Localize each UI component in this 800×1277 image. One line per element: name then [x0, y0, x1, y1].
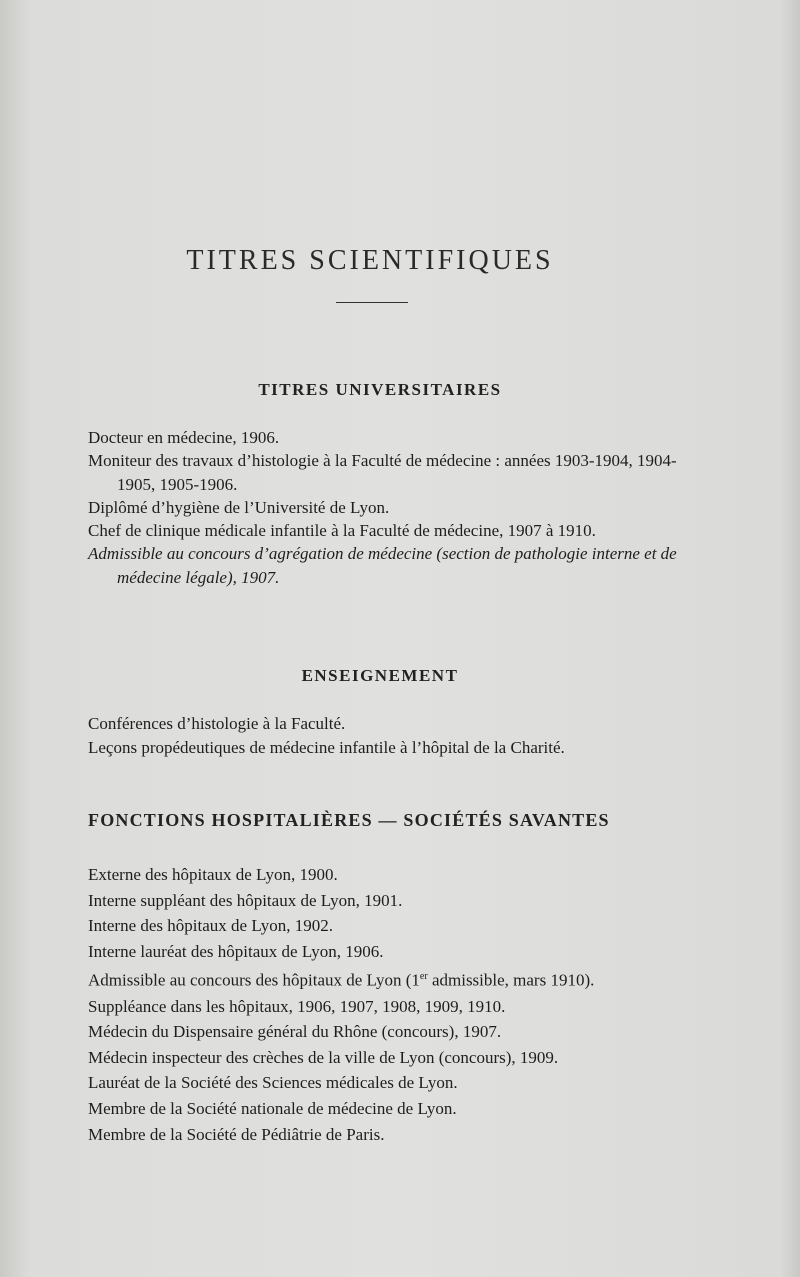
list-item: [88, 964, 688, 993]
list-item: Interne lauréat des hôpitaux de Lyon, 1906.: [88, 941, 384, 961]
list-item: Médecin inspecteur des crèches de la ville de Lyon (concours), 1909.: [88, 1047, 559, 1067]
section-heading-fonctions: FONCTIONS HOSPITALIÈRES — SOCIÉTÉS SAVANTES: [88, 810, 610, 830]
section-heading-enseignement: ENSEIGNEMENT: [301, 666, 459, 685]
list-enseignement: [88, 712, 688, 759]
ordinal-suffix: er: [419, 971, 428, 983]
list-item: Interne des hôpitaux de Lyon, 1902.: [88, 916, 334, 936]
list-item: Suppléance dans les hôpitaux, 1906, 1907, 1908, 1909, 1910.: [88, 996, 506, 1016]
list-universitaires: [88, 426, 688, 589]
list-item: Lauréat de la Société des Sciences médicales de Lyon.: [88, 1073, 458, 1093]
list-item: Admissible au concours d’agrégation de médecine (section de pathologie interne et de médecine légale), 1907.: [88, 544, 677, 587]
list-item: Externe des hôpitaux de Lyon, 1900.: [88, 865, 338, 884]
list-item: Interne suppléant des hôpitaux de Lyon, 1901.: [88, 890, 403, 910]
list-item: Médecin du Dispensaire général du Rhône (concours), 1907.: [88, 1022, 502, 1042]
page-title: TITRES SCIENTIFIQUES: [186, 244, 554, 276]
list-item: Membre de la Société de Pédiâtrie de Paris.: [88, 1124, 385, 1144]
list-item: Conférences d’histologie à la Faculté.: [88, 714, 346, 733]
list-item-text-rest: admissible, mars 1910).: [427, 971, 595, 991]
list-item: Docteur en médecine, 1906.: [88, 428, 280, 447]
section-heading-universitaires: TITRES UNIVERSITAIRES: [258, 380, 502, 399]
title-divider: [336, 302, 408, 303]
list-item: Leçons propédeutiques de médecine infantile à l’hôpital de la Charité.: [88, 737, 565, 757]
list-item: Diplômé d’hygiène de l’Université de Lyon.: [88, 497, 390, 517]
list-item: Moniteur des travaux d’histologie à la Faculté de médecine : années 1903-1904, 1904-1905, 1905-1906.: [88, 451, 677, 494]
list-item: Membre de la Société nationale de médecine de Lyon.: [88, 1099, 457, 1118]
ordinal-number: 1: [411, 971, 420, 991]
list-fonctions: [88, 862, 688, 1147]
list-item-text: Admissible au concours des hôpitaux de Lyon (: [88, 971, 412, 991]
list-item: Chef de clinique médicale infantile à la Faculté de médecine, 1907 à 1910.: [88, 521, 596, 541]
